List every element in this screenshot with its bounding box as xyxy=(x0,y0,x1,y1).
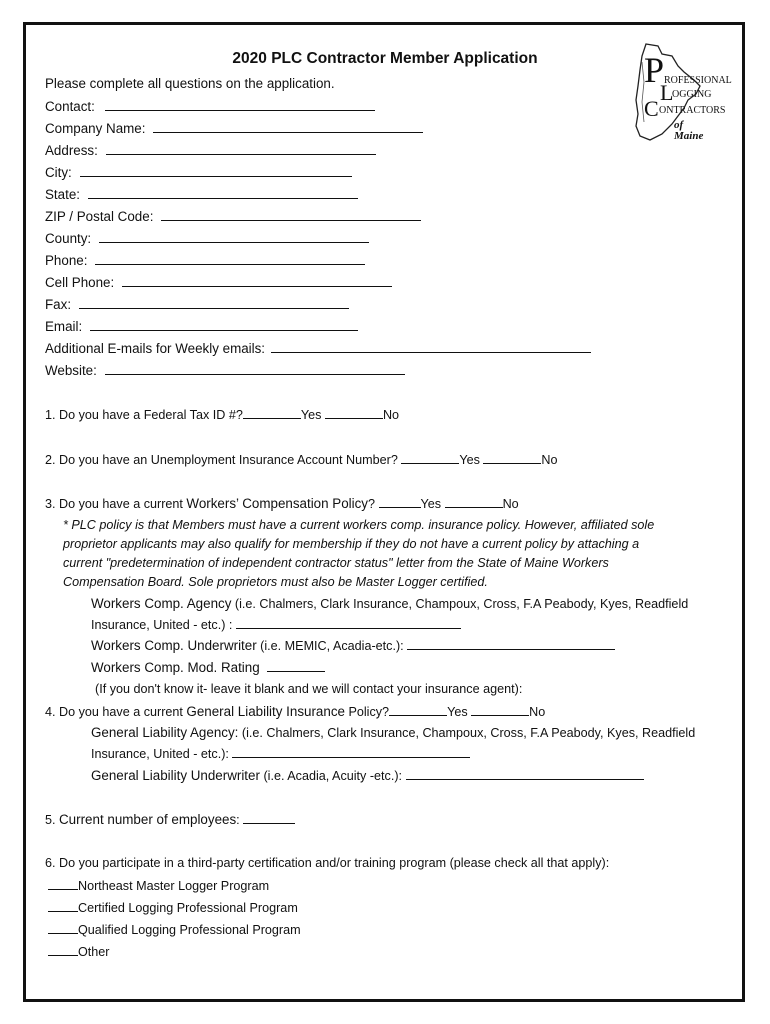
gl-underwriter-input[interactable] xyxy=(406,767,644,780)
logo-initial-c: C xyxy=(644,96,659,121)
state-input[interactable] xyxy=(88,186,358,199)
q6-option-label: Northeast Master Logger Program xyxy=(78,879,270,893)
q3-note-line: * PLC policy is that Members must have a current workers comp. insurance policy. However, affiliated sole xyxy=(63,518,655,532)
wc-agency-row-2 xyxy=(91,616,461,633)
logo-initial-p: P xyxy=(644,50,665,90)
contact-label: Contact: xyxy=(45,99,95,114)
question-5 xyxy=(45,811,295,828)
q3-suffix: ? xyxy=(368,497,376,511)
q3-note-line: proprietor applicants may also qualify for membership if they do not have a current policy by attaching a xyxy=(63,537,640,551)
q6-option[interactable] xyxy=(48,943,110,960)
wc-agency-hint: (i.e. Chalmers, Clark Insurance, Champoux, Cross, F.A Peabody, Kyes, Readfield xyxy=(231,597,689,611)
gl-underwriter-label: General Liability Underwriter xyxy=(91,768,260,783)
wc-agency-hint-2: Insurance, United - etc.) : xyxy=(91,618,233,632)
q6-option-checkbox[interactable] xyxy=(48,943,78,956)
city-label: City: xyxy=(45,165,72,180)
q1-yes-blank[interactable] xyxy=(243,406,301,419)
website-row xyxy=(45,362,405,379)
wc-underwriter-label: Workers Comp. Underwriter xyxy=(91,638,257,653)
contact-input[interactable] xyxy=(105,98,375,111)
q5-prefix: 5. xyxy=(45,813,56,827)
fax-input[interactable] xyxy=(79,296,349,309)
question-6: 6. Do you participate in a third-party certification and/or training program (please check all that apply): xyxy=(45,856,610,870)
wc-agency-row xyxy=(91,596,688,612)
company-input[interactable] xyxy=(153,120,423,133)
county-label: County: xyxy=(45,231,92,246)
q5-suffix: : xyxy=(236,813,240,827)
contact-row xyxy=(45,98,375,115)
logo-word-logging: OGGING xyxy=(672,89,712,100)
gl-underwriter-hint: (i.e. Acadia, Acuity -etc.): xyxy=(259,769,403,783)
zip-label: ZIP / Postal Code: xyxy=(45,209,154,224)
q4-no-blank[interactable] xyxy=(471,703,529,716)
q6-option-checkbox[interactable] xyxy=(48,921,78,934)
city-row xyxy=(45,164,352,181)
additional-emails-row xyxy=(45,340,591,357)
plc-logo xyxy=(628,42,732,150)
q3-note-line: current "predetermination of independent contractor status" letter from the State of Maine Workers xyxy=(63,556,609,570)
q4-prefix: 4. Do you have a current xyxy=(45,705,183,719)
city-input[interactable] xyxy=(80,164,352,177)
additional-emails-label: Additional E-mails for Weekly emails: xyxy=(45,341,266,356)
email-row xyxy=(45,318,358,335)
q2-text: 2. Do you have an Unemployment Insurance Account Number? xyxy=(45,453,398,467)
county-row xyxy=(45,230,369,247)
phone-input[interactable] xyxy=(95,252,365,265)
q6-option[interactable] xyxy=(48,877,269,894)
address-row xyxy=(45,142,376,159)
company-label: Company Name: xyxy=(45,121,146,136)
q3-yes-label: Yes xyxy=(420,497,442,511)
q5-input[interactable] xyxy=(243,811,295,824)
wc-mod-label: Workers Comp. Mod. Rating xyxy=(91,660,260,675)
q2-no-label: No xyxy=(541,453,558,467)
cell-label: Cell Phone: xyxy=(45,275,115,290)
q2-yes-label: Yes xyxy=(459,453,480,467)
gl-agency-input[interactable] xyxy=(232,745,470,758)
address-input[interactable] xyxy=(106,142,376,155)
zip-input[interactable] xyxy=(161,208,421,221)
gl-agency-label: General Liability Agency: xyxy=(91,725,239,740)
q6-option-label: Qualified Logging Professional Program xyxy=(78,923,301,937)
logo-word-professional: ROFESSIONAL xyxy=(664,75,732,86)
q3-note-line: Compensation Board. Sole proprietors must also be Master Logger certified. xyxy=(63,575,488,589)
email-input[interactable] xyxy=(90,318,358,331)
cell-input[interactable] xyxy=(122,274,392,287)
question-4 xyxy=(45,703,545,720)
form-title: 2020 PLC Contractor Member Application xyxy=(232,50,538,67)
q1-no-label: No xyxy=(382,408,400,422)
phone-label: Phone: xyxy=(45,253,88,268)
q4-emph: General Liability Insurance xyxy=(186,704,345,719)
additional-emails-input[interactable] xyxy=(271,340,591,353)
website-label: Website: xyxy=(45,363,97,378)
question-3 xyxy=(45,495,519,512)
wc-mod-row xyxy=(91,659,325,676)
q6-option-checkbox[interactable] xyxy=(48,877,78,890)
q3-no-label: No xyxy=(502,497,519,511)
q1-yes-label: Yes xyxy=(300,408,322,422)
fax-row xyxy=(45,296,349,313)
county-input[interactable] xyxy=(99,230,369,243)
q3-yes-blank[interactable] xyxy=(379,495,421,508)
q3-emph: Workers’ Compensation Policy xyxy=(186,496,369,511)
email-label: Email: xyxy=(45,319,83,334)
wc-mod-note: (If you don't know it- leave it blank and we will contact your insurance agent): xyxy=(95,682,523,696)
q4-yes-label: Yes xyxy=(447,705,468,719)
logo-initial-l: L xyxy=(660,80,674,105)
gl-agency-hint-2: Insurance, United - etc.): xyxy=(91,747,229,761)
zip-row xyxy=(45,208,421,225)
website-input[interactable] xyxy=(105,362,405,375)
question-1 xyxy=(45,406,399,423)
question-2 xyxy=(45,451,557,468)
q6-option-label: Certified Logging Professional Program xyxy=(78,901,298,915)
wc-underwriter-hint: (i.e. MEMIC, Acadia-etc.): xyxy=(256,639,404,653)
logo-of-maine: of Maine xyxy=(674,119,704,142)
cell-row xyxy=(45,274,392,291)
intro-text: Please complete all questions on the application. xyxy=(45,76,335,91)
gl-agency-row-2 xyxy=(91,745,470,762)
q6-option-checkbox[interactable] xyxy=(48,899,78,912)
q1-text: 1. Do you have a Federal Tax ID #? xyxy=(45,408,243,422)
wc-agency-label: Workers Comp. Agency xyxy=(91,596,232,611)
phone-row xyxy=(45,252,365,269)
q6-option[interactable] xyxy=(48,921,301,938)
company-row xyxy=(45,120,423,137)
logo-word-contractors: ONTRACTORS xyxy=(659,105,726,116)
fax-label: Fax: xyxy=(45,297,72,312)
gl-underwriter-row xyxy=(91,767,644,784)
wc-agency-input[interactable] xyxy=(236,616,461,629)
q5-emph: Current number of employees xyxy=(59,812,237,827)
q6-option[interactable] xyxy=(48,899,298,916)
q3-no-blank[interactable] xyxy=(445,495,503,508)
gl-agency-row xyxy=(91,725,695,741)
q4-yes-blank[interactable] xyxy=(389,703,447,716)
q4-suffix: Policy? xyxy=(344,705,390,719)
wc-underwriter-row xyxy=(91,637,615,654)
address-label: Address: xyxy=(45,143,98,158)
wc-underwriter-input[interactable] xyxy=(407,637,615,650)
q4-no-label: No xyxy=(529,705,546,719)
q2-no-blank[interactable] xyxy=(483,451,541,464)
state-row xyxy=(45,186,358,203)
state-label: State: xyxy=(45,187,80,202)
q6-option-label: Other xyxy=(78,945,110,959)
q1-no-blank[interactable] xyxy=(325,406,383,419)
q2-yes-blank[interactable] xyxy=(401,451,459,464)
q3-prefix: 3. Do you have a current xyxy=(45,497,183,511)
gl-agency-hint: (i.e. Chalmers, Clark Insurance, Champoux, Cross, F.A Peabody, Kyes, Readfield xyxy=(238,726,696,740)
wc-mod-input[interactable] xyxy=(267,659,325,672)
